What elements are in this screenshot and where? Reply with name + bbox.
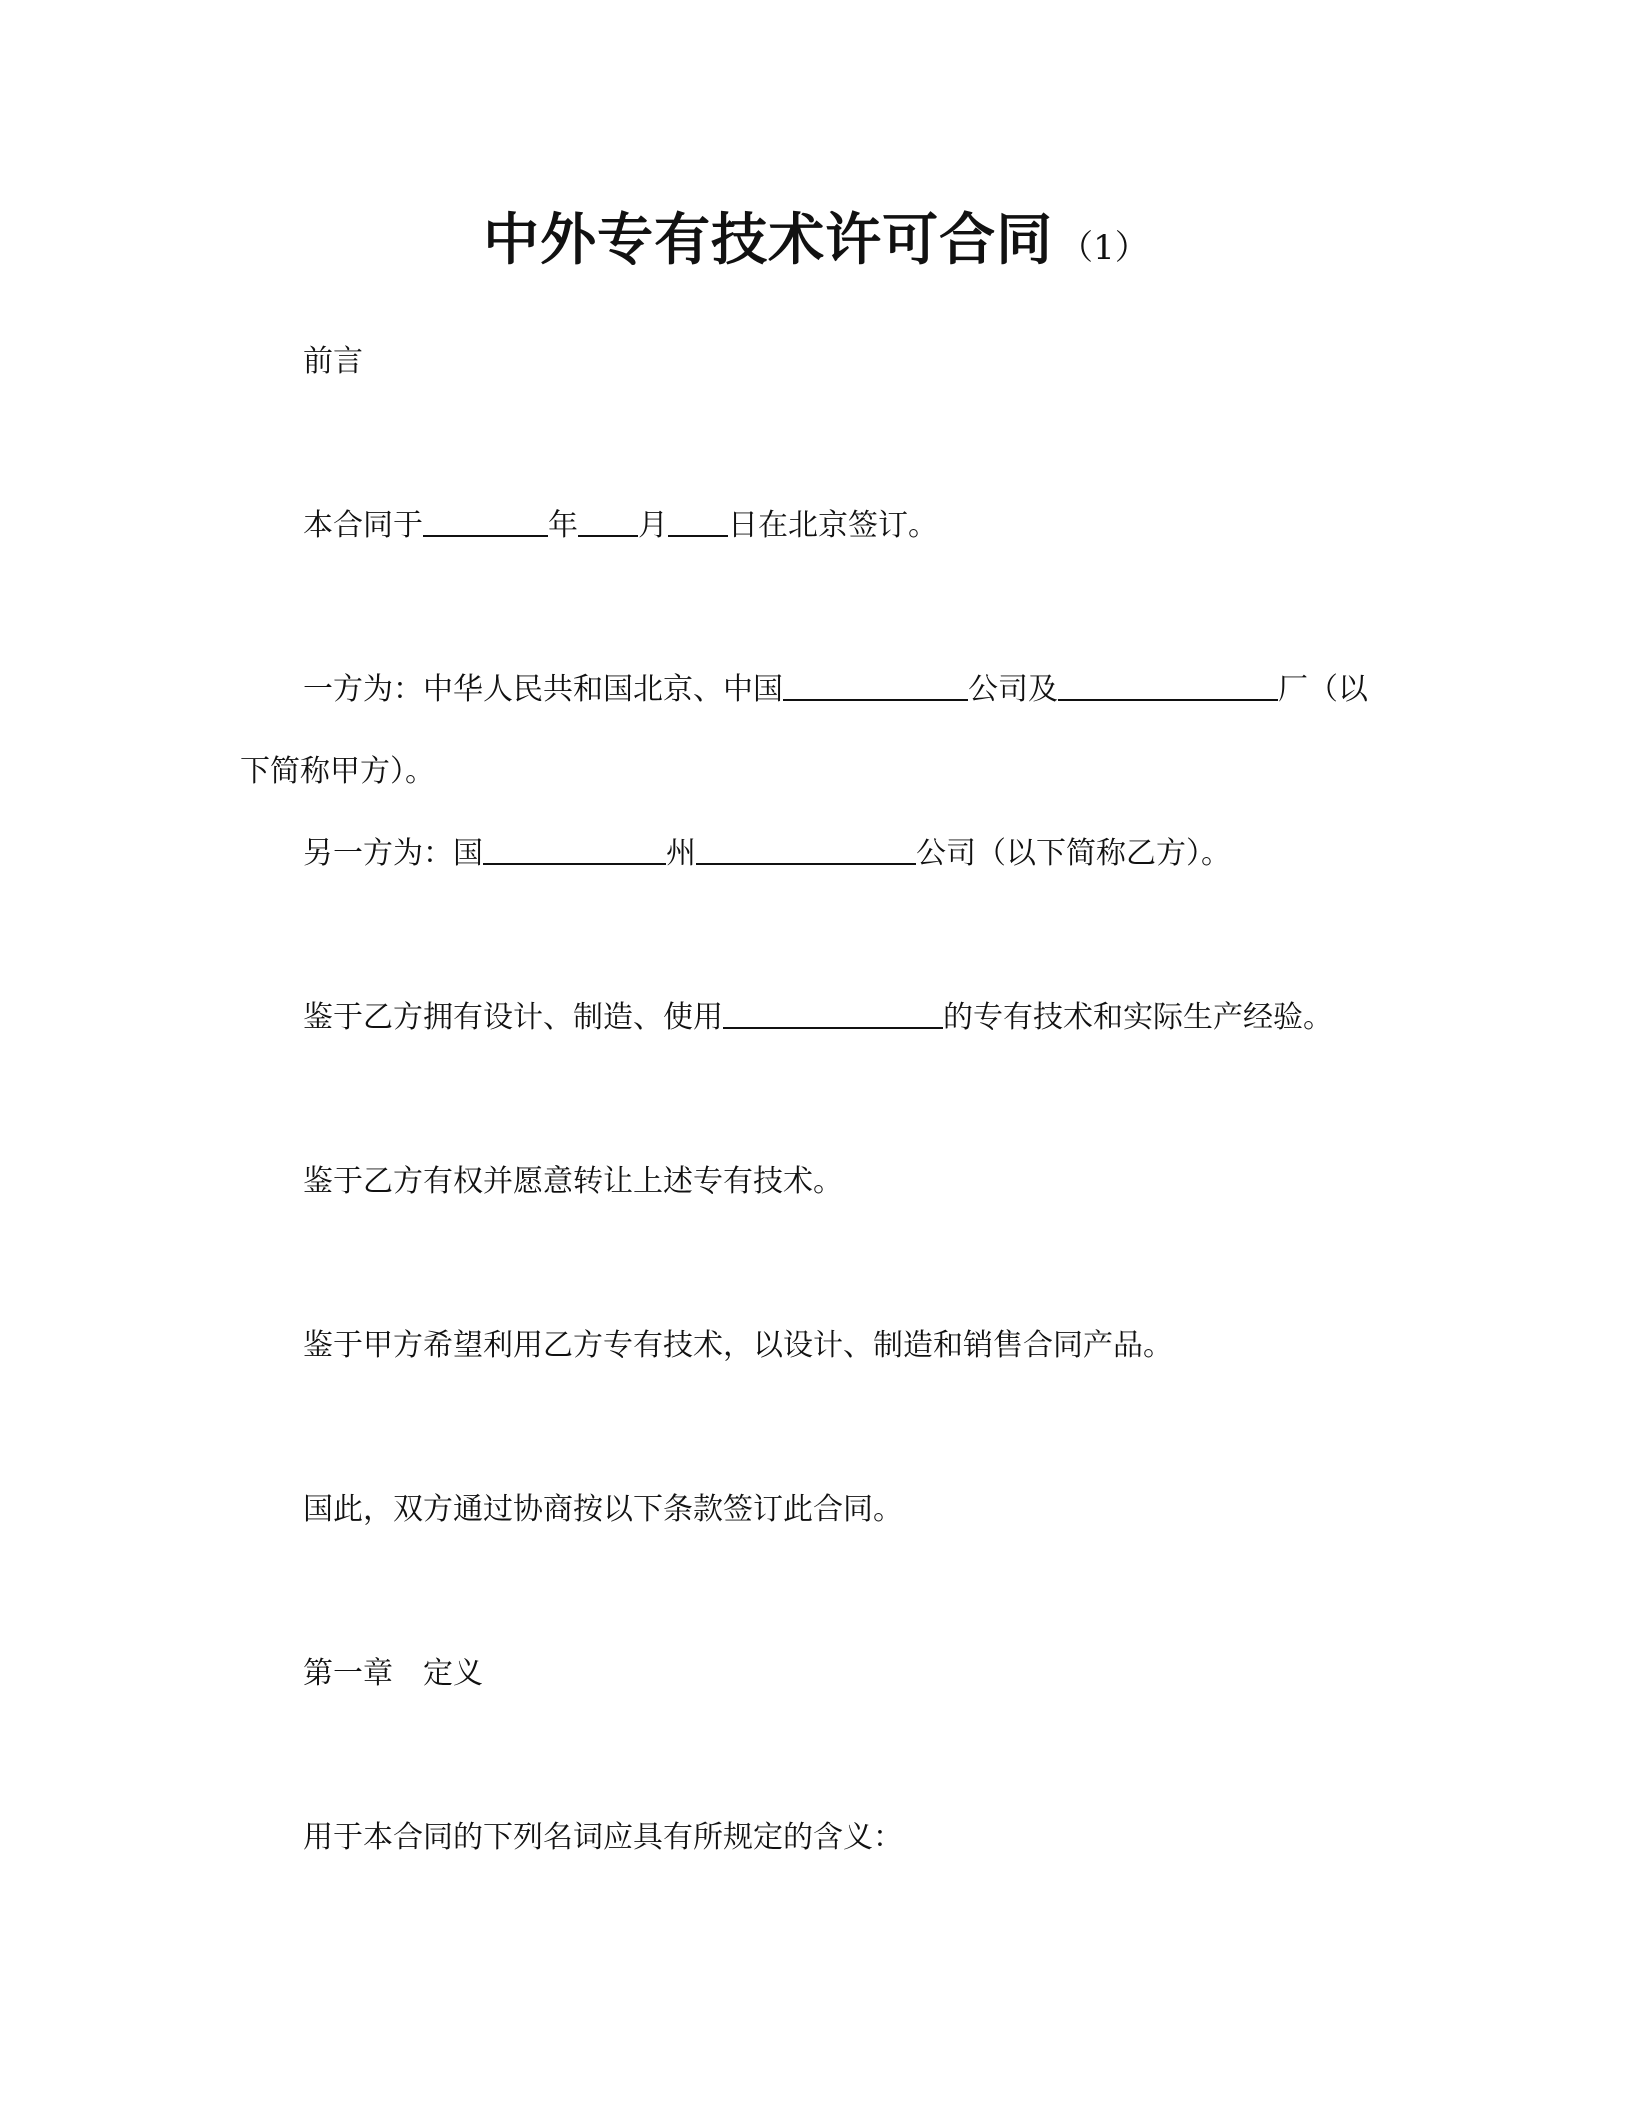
- whereas-clause-3: 鉴于甲方希望利用乙方专有技术，以设计、制造和销售合同产品。: [303, 1328, 1173, 1363]
- party-a-prefix: 一方为：中华人民共和国北京、中国: [303, 672, 783, 707]
- party-a-company: 公司及: [968, 672, 1058, 707]
- party-a-factory: 厂（以: [1278, 672, 1368, 707]
- whereas-1-suffix: 的专有技术和实际生产经验。: [943, 1000, 1333, 1035]
- signing-year: 年: [548, 508, 578, 543]
- party-a-line2: 下简称甲方）。: [240, 754, 435, 789]
- party-b-state: 州: [666, 836, 696, 871]
- title-main: 中外专有技术许可合同: [483, 208, 1054, 273]
- signing-prefix: 本合同于: [303, 508, 423, 543]
- party-a-clause: [303, 670, 1368, 710]
- party-b-clause: [303, 834, 1231, 874]
- whereas-clause-1: [303, 998, 1333, 1038]
- preface-heading: 前言: [303, 344, 363, 379]
- title-suffix: （1）: [1059, 228, 1149, 268]
- chapter-title: 定义: [423, 1656, 483, 1691]
- document-title: [0, 196, 1632, 276]
- definitions-intro: 用于本合同的下列名词应具有所规定的含义：: [303, 1820, 903, 1855]
- product-blank: [723, 999, 943, 1029]
- factory-blank: [1058, 671, 1278, 701]
- signing-suffix: 日在北京签订。: [728, 508, 938, 543]
- signing-clause: [303, 506, 938, 546]
- country-blank: [483, 835, 666, 865]
- month-blank: [578, 507, 638, 537]
- day-blank: [668, 507, 728, 537]
- chapter-1-heading: [303, 1654, 483, 1694]
- chapter-number: 第一章: [303, 1656, 393, 1691]
- party-b-suffix: 公司（以下简称乙方）。: [916, 836, 1231, 871]
- signing-month: 月: [638, 508, 668, 543]
- company-blank: [783, 671, 968, 701]
- whereas-1-prefix: 鉴于乙方拥有设计、制造、使用: [303, 1000, 723, 1035]
- year-blank: [423, 507, 548, 537]
- whereas-clause-2: 鉴于乙方有权并愿意转让上述专有技术。: [303, 1164, 843, 1199]
- state-blank: [696, 835, 916, 865]
- party-b-prefix: 另一方为：国: [303, 836, 483, 871]
- therefore-clause: 国此，双方通过协商按以下条款签订此合同。: [303, 1492, 903, 1527]
